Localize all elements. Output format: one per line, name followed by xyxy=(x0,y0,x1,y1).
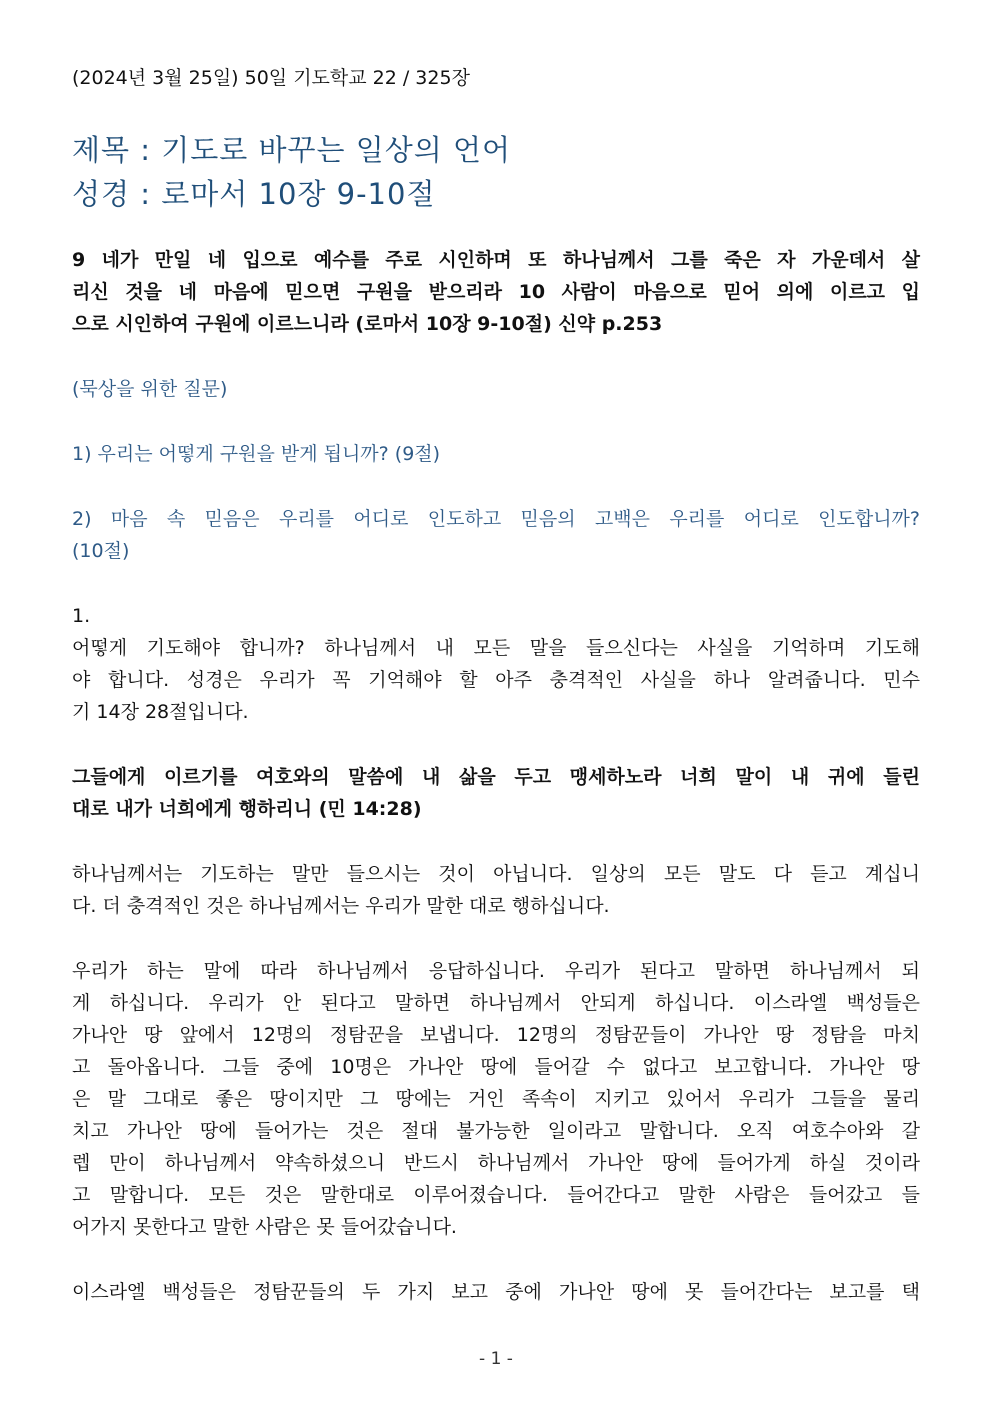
question-2-line: (10절) xyxy=(72,540,130,562)
paragraph-line: 기 14장 28절입니다. xyxy=(72,701,249,723)
paragraph-line: 다. 더 충격적인 것은 하나님께서는 우리가 말한 대로 행하십니다. xyxy=(72,895,610,917)
sermon-title: 제목 : 기도로 바꾸는 일상의 언어 xyxy=(72,133,512,167)
paragraph-3 xyxy=(72,955,920,1243)
paragraph-line: 고 말합니다. 모든 것은 말한대로 이루어졌습니다. 들어간다고 말한 사람은 들어갔고 들 xyxy=(72,1184,920,1206)
paragraph-line: 어떻게 기도해야 합니까? 하나님께서 내 모든 말을 들으신다는 사실을 기억하며 기도해 xyxy=(72,637,920,659)
paragraph-line: 고 돌아옵니다. 그들 중에 10명은 가나안 땅에 들어갈 수 없다고 보고합니다. 가나안 땅 xyxy=(72,1056,920,1078)
page-content xyxy=(72,62,920,1308)
meditation-heading: (묵상을 위한 질문) xyxy=(72,378,228,400)
paragraph-line: 하나님께서는 기도하는 말만 들으시는 것이 아닙니다. 일상의 모든 말도 다 듣고 계십니 xyxy=(72,863,920,885)
paragraph-line: 게 하십니다. 우리가 안 된다고 말하면 하나님께서 안되게 하십니다. 이스라엘 백성들은 xyxy=(72,992,920,1014)
date-header: (2024년 3월 25일) 50일 기도학교 22 / 325장 xyxy=(72,67,470,89)
paragraph-line: 치고 가나안 땅에 들어가는 것은 절대 불가능한 일이라고 말합니다. 오직 여호수아와 갈 xyxy=(72,1120,920,1142)
question-2 xyxy=(72,503,920,567)
question-2-line: 2) 마음 속 믿음은 우리를 어디로 인도하고 믿음의 고백은 우리를 어디로 인도합니까? xyxy=(72,508,920,530)
paragraph-line: 가나안 땅 앞에서 12명의 정탐꾼을 보냅니다. 12명의 정탐꾼들이 가나안 땅 정탐을 마치 xyxy=(72,1024,920,1046)
scripture-line: 으로 시인하여 구원에 이르느니라 (로마서 10장 9-10절) 신약 p.253 xyxy=(72,313,663,335)
scripture-line: 리신 것을 네 마음에 믿으면 구원을 받으리라 10 사람이 마음으로 믿어 의에 이르고 입 xyxy=(72,281,920,303)
question-1: 1) 우리는 어떻게 구원을 받게 됩니까? (9절) xyxy=(72,443,441,465)
paragraph-line: 야 합니다. 성경은 우리가 꼭 기억해야 할 아주 충격적인 사실을 하나 알려줍니다. 민수 xyxy=(72,669,920,691)
bible-quote xyxy=(72,761,920,825)
page-number: - 1 - xyxy=(479,1349,513,1369)
scripture-line: 9 네가 만일 네 입으로 예수를 주로 시인하며 또 하나님께서 그를 죽은 자 가운데서 살 xyxy=(72,249,920,271)
quote-line: 그들에게 이르기를 여호와의 말씀에 내 삶을 두고 맹세하노라 너희 말이 내 귀에 들린 xyxy=(72,766,920,788)
section-number: 1. xyxy=(72,605,91,627)
paragraph-4 xyxy=(72,1276,920,1308)
scripture-text xyxy=(72,244,920,340)
paragraph-2 xyxy=(72,858,920,922)
paragraph-line: 은 말 그대로 좋은 땅이지만 그 땅에는 거인 족속이 지키고 있어서 우리가 그들을 물리 xyxy=(72,1088,920,1110)
paragraph-line: 이스라엘 백성들은 정탐꾼들의 두 가지 보고 중에 가나안 땅에 못 들어간다는 보고를 택 xyxy=(72,1281,920,1303)
scripture-reference: 성경 : 로마서 10장 9-10절 xyxy=(72,177,436,211)
quote-line: 대로 내가 너희에게 행하리니 (민 14:28) xyxy=(72,798,422,820)
paragraph-line: 어가지 못한다고 말한 사람은 못 들어갔습니다. xyxy=(72,1216,457,1238)
paragraph-1 xyxy=(72,632,920,728)
paragraph-line: 렙 만이 하나님께서 약속하셨으니 반드시 하나님께서 가나안 땅에 들어가게 하실 것이라 xyxy=(72,1152,920,1174)
title-block xyxy=(72,128,920,216)
paragraph-line: 우리가 하는 말에 따라 하나님께서 응답하십니다. 우리가 된다고 말하면 하나님께서 되 xyxy=(72,960,920,982)
